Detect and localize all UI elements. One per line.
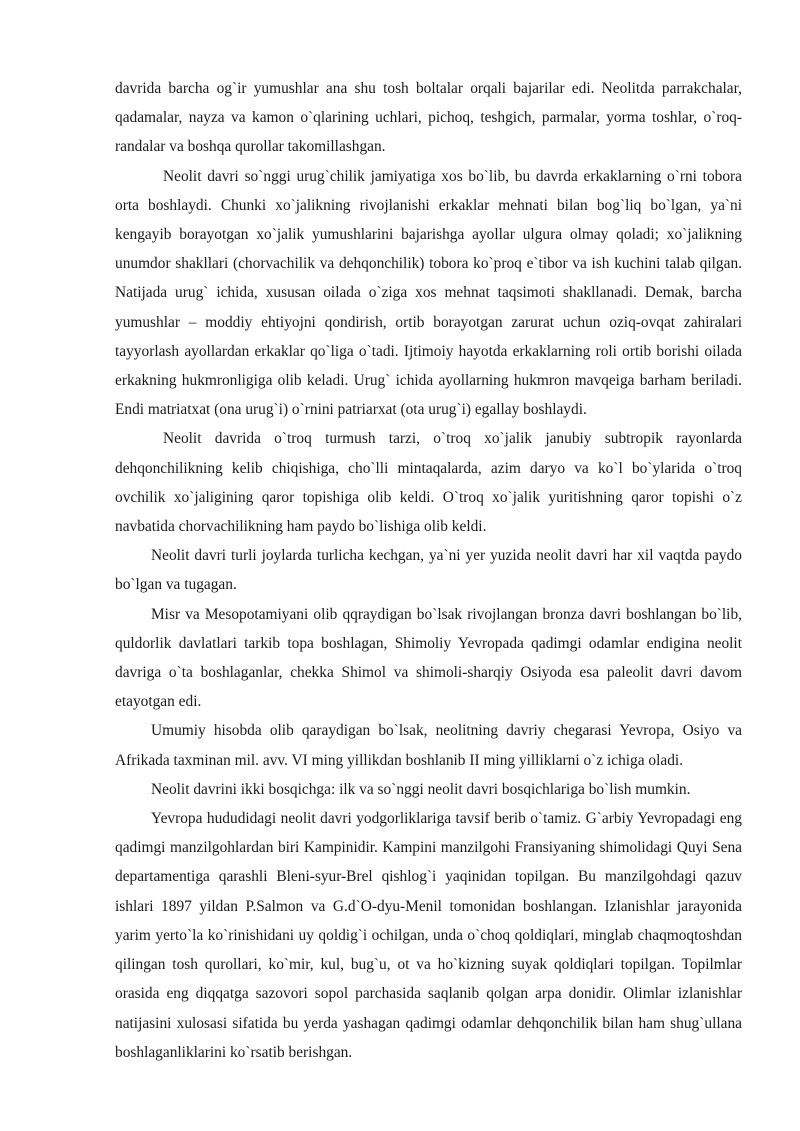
document-page (115, 74, 742, 1067)
paragraph-neolithic-patriarchy: Neolit davri so`nggi urug`chilik jamiyatiga xos bo`lib, bu davrda erkaklarning o`rni tobora orta boshlaydi. Chunki xo`jalikning rivojlanishi erkaklar mehnati bilan bog`liq bo`lgan, ya`ni kengayib borayotgan xo`jalik yumushlarini bajarishga ayollar ulgura olmay qoladi; xo`jalikning unumdor shakllari (chorvachilik va dehqonchilik) tobora ko`proq e`tibor va ish kuchini talab qilgan. Natijada urug` ichida, xususan oilada o`ziga xos mehnat taqsimoti shakllanadi. Demak, barcha yumushlar – moddiy ehtiyojni qondirish, ortib borayotgan zarurat uchun oziq-ovqat zahiralari tayyorlash ayollardan erkaklar qo`liga o`tadi. Ijtimoiy hayotda erkaklarning roli ortib borishi oilada erkakning hukmronligiga olib keladi. Urug` ichida ayollarning hukmron mavqeiga barham beriladi. Endi matriatxat (ona urug`i) o`rnini patriarxat (ota urug`i) egallay boshlaydi. (115, 167, 742, 419)
paragraph-neolithic-timing: Neolit davri turli joylarda turlicha kechgan, ya`ni yer yuzida neolit davri har xil vaqtda paydo bo`lgan va tugagan. (115, 547, 742, 594)
paragraph-continuation: davrida barcha og`ir yumushlar ana shu tosh boltalar orqali bajarilar edi. Neolitda parrakchalar, qadamalar, nayza va kamon o`qlarining uchlari, pichoq, teshgich, parmalar, yorma toshlar, o`roq-randalar va boshqa qurollar takomillashgan. (115, 80, 742, 156)
paragraph-chronology: Umumiy hisobda olib qaraydigan bo`lsak, neolitning davriy chegarasi Yevropa, Osiyo va Afrikada taxminan mil. avv. VI ming yillikdan boshlanib II ming yilliklarni o`z ichiga oladi. (115, 722, 742, 769)
paragraph-kampini-site: Yevropa hududidagi neolit davri yodgorliklariga tavsif berib o`tamiz. G`arbiy Yevropadagi eng qadimgi manzilgohlardan biri Kampinidir. Kampini manzilgohi Fransiyaning shimolidagi Quyi Sena departamentiga qarashli Bleni-syur-Brel qishlog`i yaqinidan topilgan. Bu manzilgohdagi qazuv ishlari 1897 yildan P.Salmon va G.d`O-dyu-Menil tomonidan boshlangan. Izlanishlar jarayonida yarim yerto`la ko`rinishidani uy qoldig`i ochilgan, unda o`choq qoldiqlari, minglab chaqmoqtoshdan qilingan tosh qurollari, ko`mir, kul, bug`u, ot va ho`kizning suyak qoldiqlari topilgan. Topilmlar orasida eng diqqatga sazovori sopol parchasida saqlanib qolgan arpa donidir. Olimlar izlanishlar natijasini xulosasi sifatida bu yerda yashagan qadimgi odamlar dehqonchilik bilan ham shug`ullana boshlaganliklarini ko`rsatib berishgan. (115, 810, 742, 1061)
paragraph-two-stages: Neolit davrini ikki bosqichga: ilk va so`nggi neolit davri bosqichlariga bo`lish mumkin. (151, 780, 691, 798)
paragraph-sedentary-lifestyle: Neolit davrida o`troq turmush tarzi, o`troq xo`jalik janubiy subtropik rayonlarda dehqonchilikning kelib chiqishiga, cho`lli mintaqalarda, azim daryo va ko`l bo`ylarida o`troq ovchilik xo`jaligining qaror topishiga olib keldi. O`troq xo`jalik yuritishning qaror topishi o`z navbatida chorvachilikning ham paydo bo`lishiga olib keldi. (115, 430, 742, 536)
paragraph-egypt-mesopotamia: Misr va Mesopotamiyani olib qqraydigan bo`lsak rivojlangan bronza davri boshlangan bo`lib, quldorlik davlatlari tarkib topa boshlagan, Shimoliy Yevropada qadimgi odamlar endigina neolit davriga o`ta boshlaganlar, chekka Shimol va shimoli-sharqiy Osiyoda esa paleolit davri davom etayotgan edi. (115, 605, 742, 711)
